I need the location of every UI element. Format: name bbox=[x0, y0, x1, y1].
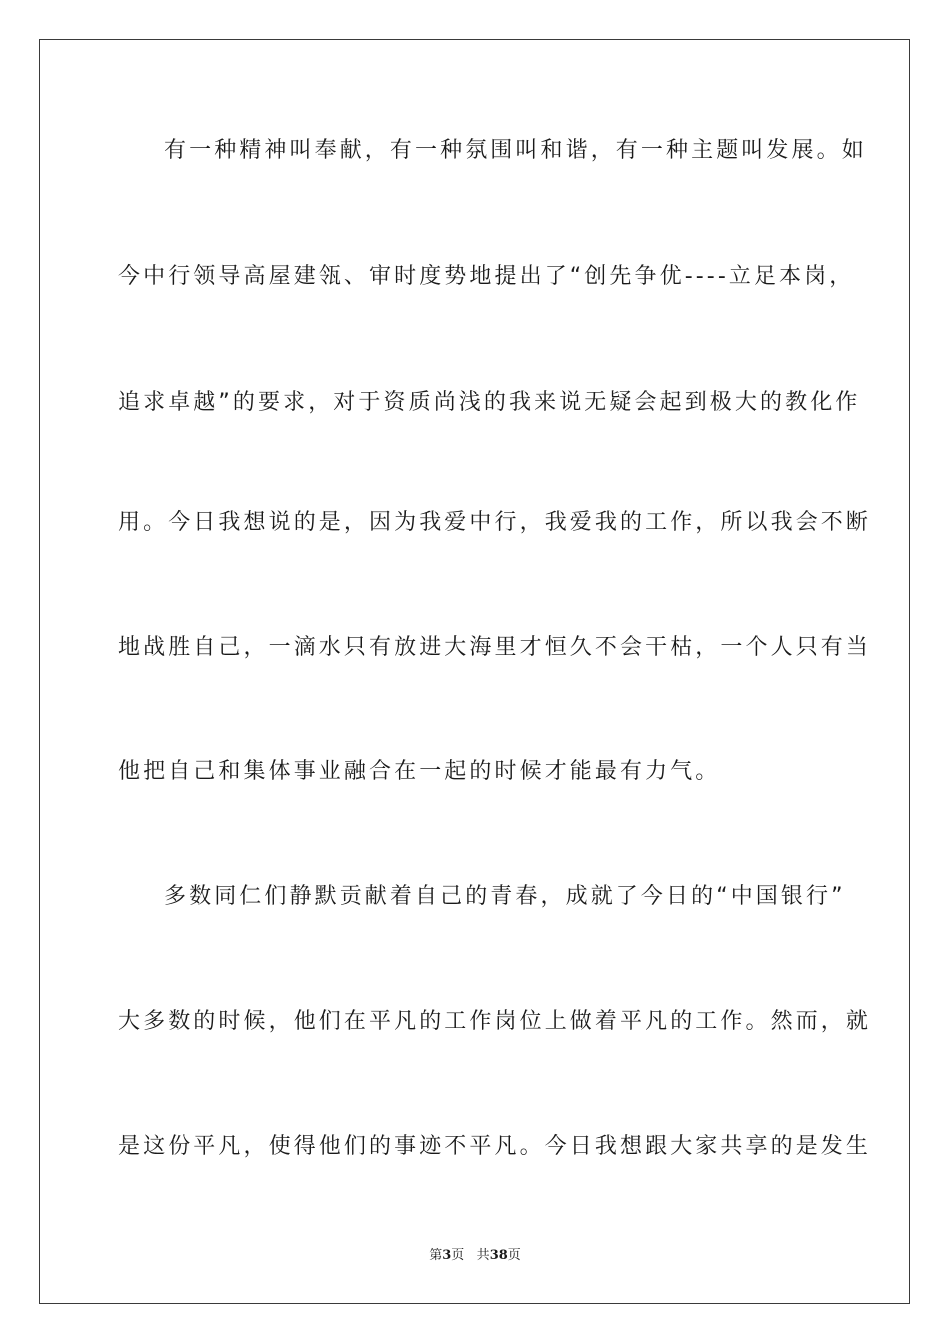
total-pages: 38 bbox=[489, 1248, 508, 1263]
page-footer bbox=[0, 1244, 950, 1263]
paragraph-line: 他把自己和集体事业融合在一起的时候才能最有力气。 bbox=[118, 759, 721, 784]
paragraph-line: 今中行领导高屋建瓴、审时度势地提出了“创先争优----立足本岗， bbox=[118, 264, 855, 289]
paragraph-line: 地战胜自己，一滴水只有放进大海里才恒久不会干枯，一个人只有当 bbox=[118, 635, 872, 660]
page-prefix: 第 bbox=[429, 1248, 443, 1263]
paragraph-line: 多数同仁们静默贡献着自己的青春，成就了今日的“中国银行” bbox=[164, 884, 846, 909]
page-suffix: 页 bbox=[451, 1248, 465, 1263]
paragraph-line: 有一种精神叫奉献，有一种氛围叫和谐，有一种主题叫发展。如 bbox=[164, 138, 867, 163]
paragraph-line: 用。今日我想说的是，因为我爱中行，我爱我的工作，所以我会不断 bbox=[118, 510, 872, 535]
total-prefix: 共 bbox=[476, 1248, 490, 1263]
paragraph-line: 是这份平凡，使得他们的事迹不平凡。今日我想跟大家共享的是发生 bbox=[118, 1134, 872, 1159]
page-number: 3 bbox=[442, 1248, 452, 1263]
page-frame bbox=[39, 39, 910, 1304]
paragraph-line: 追求卓越”的要求，对于资质尚浅的我来说无疑会起到极大的教化作 bbox=[118, 390, 861, 415]
total-suffix: 页 bbox=[507, 1248, 521, 1263]
paragraph-line: 大多数的时候，他们在平凡的工作岗位上做着平凡的工作。然而，就 bbox=[118, 1009, 872, 1034]
